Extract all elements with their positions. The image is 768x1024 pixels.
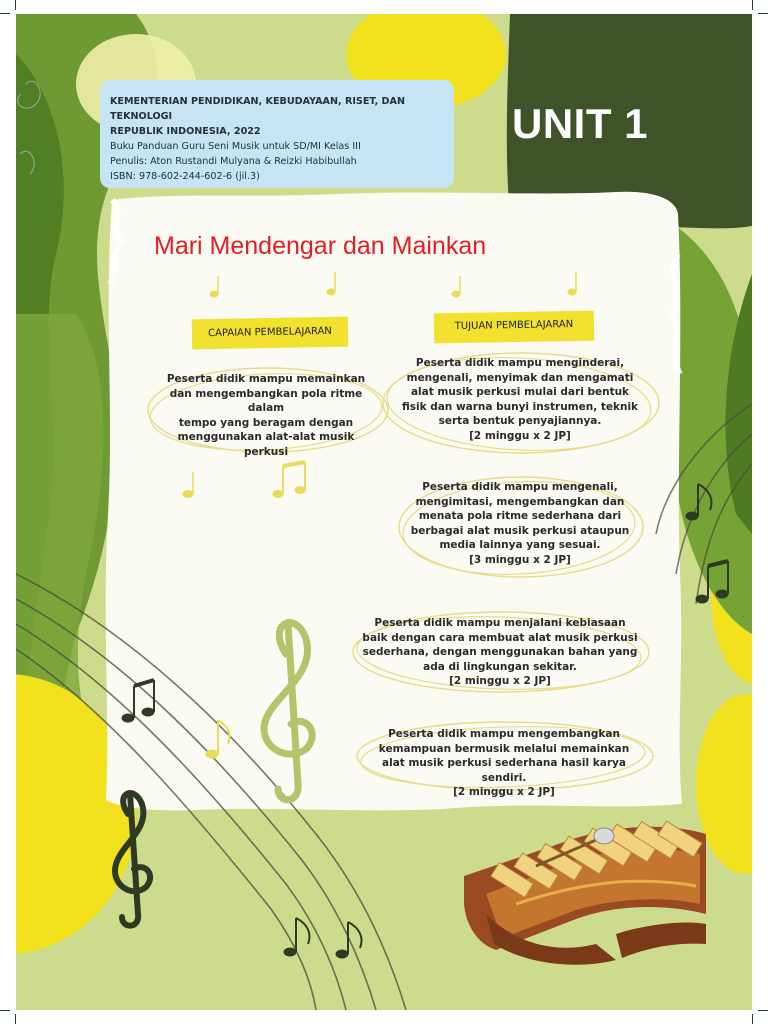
text-line: media lainnya yang sesuai.	[439, 539, 601, 551]
text-line: fisik dan warna bunyi instrumen, teknik	[401, 400, 639, 413]
crop-mark	[15, 0, 16, 10]
crop-mark	[758, 1010, 768, 1011]
publisher-line-1: KEMENTERIAN PENDIDIKAN, KEBUDAYAAN, RISET, DAN TEKNOLOGI	[110, 96, 405, 122]
text-line: serta bentuk penyajiannya.	[438, 415, 602, 427]
capaian-label: CAPAIAN PEMBELAJARAN	[192, 317, 348, 350]
text-line: mengimitasi, mengembangkan dan	[415, 495, 625, 508]
crop-mark	[0, 1010, 10, 1011]
crop-mark	[752, 0, 753, 10]
text-line: alat musik perkusi sederhana hasil karya sendiri.	[382, 757, 626, 784]
text-line: sederhana, dengan menggunakan bahan yang	[362, 646, 638, 658]
text-line: mengenali, menyimak dan mengamati	[406, 371, 634, 384]
text-line: menggunakan alat-alat musik perkusi	[177, 431, 355, 458]
text-line: kemampuan bermusik melalui memainkan	[378, 742, 630, 755]
unit-label: UNIT 1	[512, 100, 649, 147]
text-line: Peserta didik mampu mengembangkan	[388, 728, 620, 740]
tujuan-item-1	[388, 356, 652, 443]
text-line: Peserta didik mampu menginderai,	[415, 357, 625, 369]
tujuan-label: TUJUAN PEMBELAJARAN	[434, 311, 594, 344]
duration: [2 minggu x 2 JP]	[453, 786, 555, 798]
authors: Penulis: Aton Rustandi Mulyana & Reizki Habibullah	[110, 156, 357, 167]
text-line: alat musik perkusi mulai dari bentuk	[410, 386, 630, 398]
crop-mark	[15, 1014, 16, 1024]
text-line: menata pola ritme sederhana dari	[418, 510, 622, 522]
tujuan-item-2	[402, 480, 638, 567]
book-title: Buku Panduan Guru Seni Musik untuk SD/MI Kelas III	[110, 141, 361, 152]
capaian-text	[156, 372, 376, 459]
book-page	[16, 14, 752, 1010]
duration: [3 minggu x 2 JP]	[469, 553, 571, 566]
duration: [2 minggu x 2 JP]	[449, 675, 551, 687]
chapter-title: Mari Mendengar dan Mainkan	[154, 232, 487, 260]
text-line: Peserta didik mampu memainkan	[166, 373, 366, 385]
text-line: ada di lingkungan sekitar.	[423, 660, 577, 673]
text-line: baik dengan cara membuat alat musik perkusi	[362, 631, 638, 644]
crop-mark	[752, 1014, 753, 1024]
tujuan-item-4	[360, 727, 648, 800]
crop-mark	[758, 13, 768, 14]
duration: [2 minggu x 2 JP]	[469, 429, 571, 442]
text-line: Peserta didik mampu mengenali,	[422, 481, 618, 493]
publisher-line-2: REPUBLIK INDONESIA, 2022	[110, 126, 261, 137]
tujuan-item-3	[356, 616, 644, 689]
book-info-box	[100, 80, 454, 188]
crop-mark	[0, 13, 10, 14]
isbn: ISBN: 978-602-244-602-6 (jil.3)	[110, 171, 260, 182]
text-line: Peserta didik mampu menjalani kebiasaan	[374, 617, 626, 629]
text-line: tempo yang beragam dengan	[178, 416, 354, 429]
text-line: berbagai alat musik perkusi ataupun	[410, 524, 630, 537]
text-line: dan mengembangkan pola ritme dalam	[169, 387, 363, 414]
